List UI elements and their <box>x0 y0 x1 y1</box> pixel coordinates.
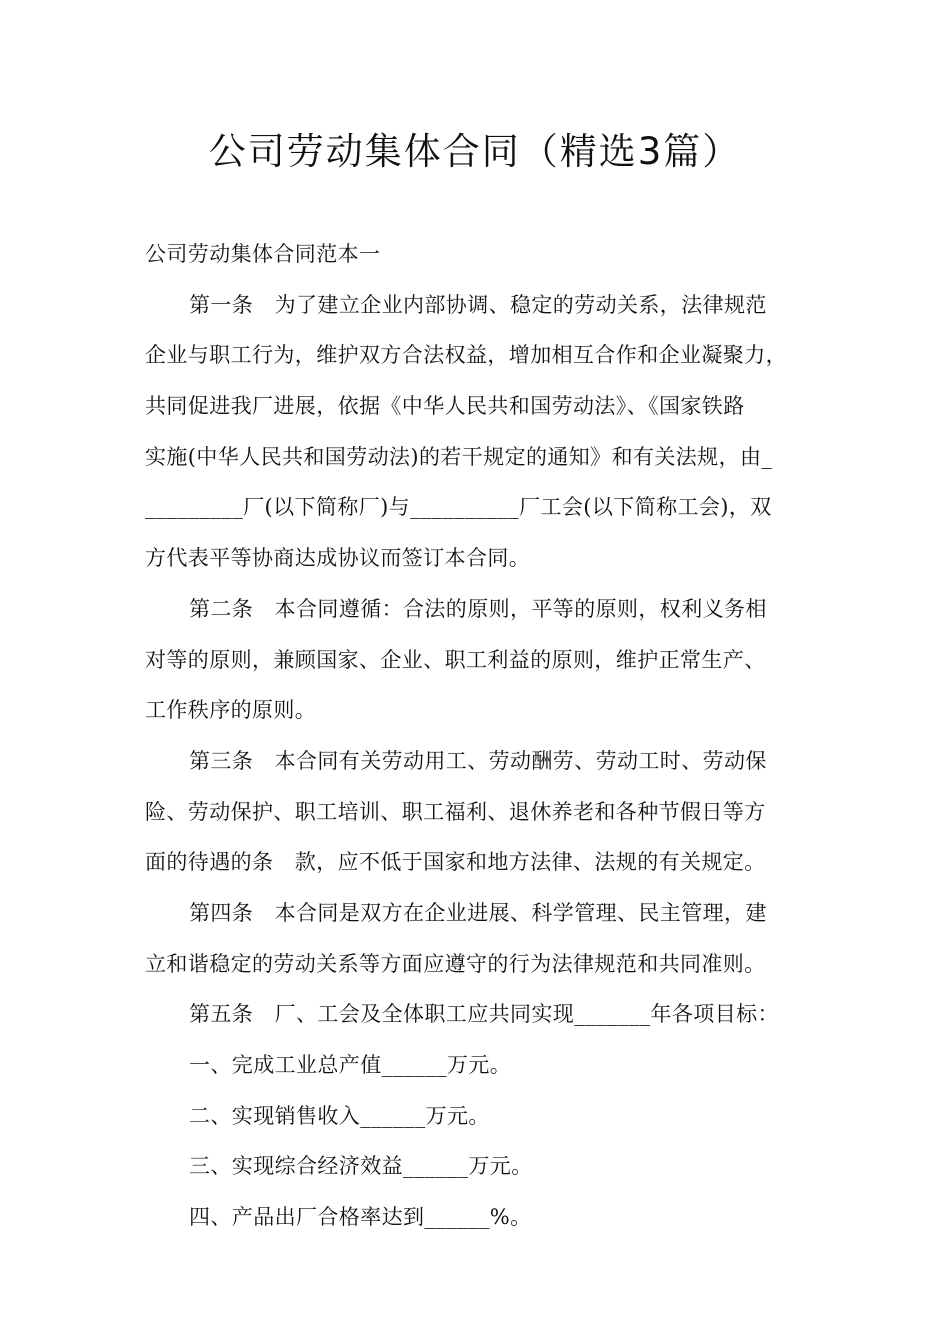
body-line: 第四条 本合同是双方在企业进展、科学管理、民主管理，建 <box>189 900 767 925</box>
body-line: 面的待遇的条 款，应不低于国家和地方法律、法规的有关规定。 <box>145 850 766 875</box>
body-line: 企业与职工行为，维护双方合法权益，增加相互合作和企业凝聚力， <box>145 343 787 368</box>
body-line: 三、实现综合经济效益______万元。 <box>189 1154 533 1179</box>
body-line: 方代表平等协商达成协议而签订本合同。 <box>145 546 531 571</box>
body-line: 第五条 厂、工会及全体职工应共同实现_______年各项目标： <box>189 1002 779 1027</box>
body-line: 二、实现销售收入______万元。 <box>189 1103 490 1128</box>
body-line: 对等的原则，兼顾国家、企业、职工利益的原则，维护正常生产、 <box>145 647 766 672</box>
body-line: 工作秩序的原则。 <box>145 698 317 723</box>
document-title: 公司劳动集体合同（精选3篇） <box>208 130 742 173</box>
body-line: 险、劳动保护、职工培训、职工福利、退休养老和各种节假日等方 <box>145 799 766 824</box>
body-line: 第三条 本合同有关劳动用工、劳动酬劳、劳动工时、劳动保 <box>189 748 767 773</box>
body-line: 第二条 本合同遵循：合法的原则，平等的原则，权利义务相 <box>189 596 767 621</box>
body-line: _________厂(以下简称厂)与__________厂工会(以下简称工会)，双 <box>145 495 772 520</box>
body-line: 公司劳动集体合同范本一 <box>145 242 381 266</box>
body-line: 第一条 为了建立企业内部协调、稳定的劳动关系，法律规范 <box>189 292 767 317</box>
document-body <box>145 229 810 1243</box>
body-line: 一、完成工业总产值______万元。 <box>189 1053 512 1077</box>
body-line: 立和谐稳定的劳动关系等方面应遵守的行为法律规范和共同准则。 <box>145 951 766 976</box>
body-line: 共同促进我厂进展，依据《中华人民共和国劳动法》、《国家铁路 <box>145 394 745 419</box>
body-line: 四、产品出厂合格率达到______%。 <box>189 1205 532 1230</box>
body-line: 实施(中华人民共和国劳动法)的若干规定的通知》和有关法规，由_ <box>145 444 773 469</box>
